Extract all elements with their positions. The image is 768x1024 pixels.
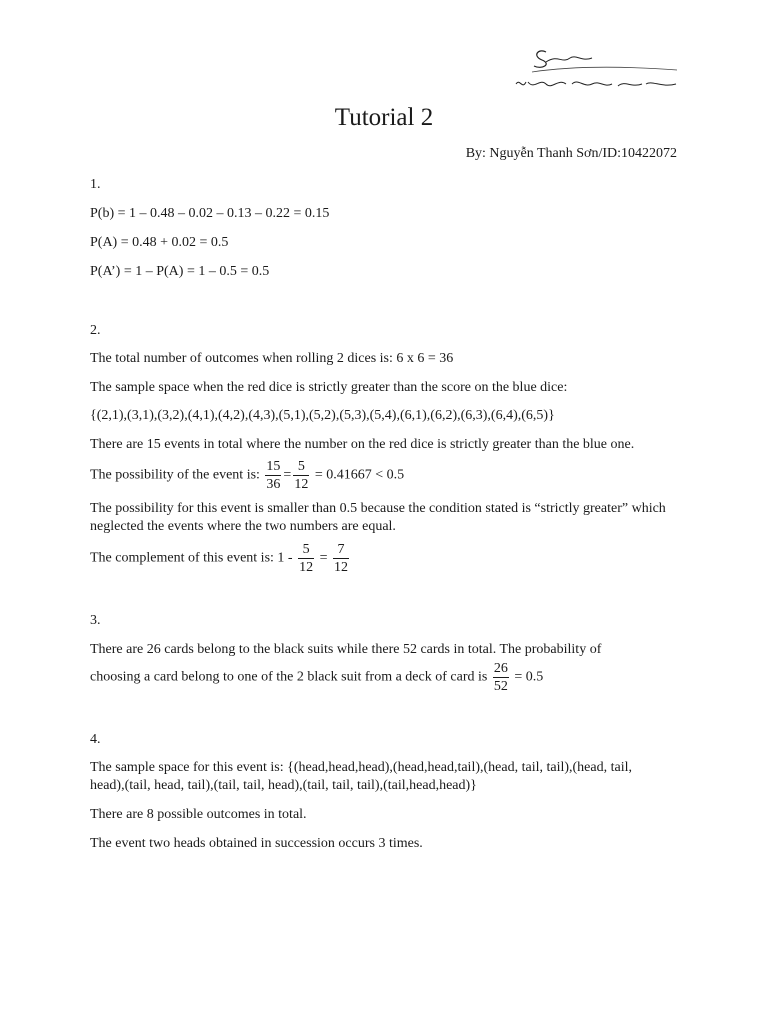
fraction-numerator: 7	[333, 542, 349, 559]
equals-sign: =	[319, 550, 328, 566]
question-number: 3.	[90, 613, 101, 628]
fraction-numerator: 15	[266, 459, 281, 474]
complement-prefix: The complement of this event is: 1 -	[90, 550, 293, 566]
fraction-denominator: 12	[299, 560, 314, 575]
question-4	[90, 731, 690, 853]
fraction-denominator: 12	[333, 560, 348, 575]
text-line: head),(tail, head, tail),(tail, tail, head),(tail, tail, tail),(tail,head,head)}	[90, 778, 477, 793]
explanation-paragraph: The possibility for this event is smaller than 0.5 because the condition stated is “strictly greater” which neglected the events where the two numbers are equal.	[90, 501, 666, 534]
text-line: There are 8 possible outcomes in total.	[90, 807, 307, 822]
document-body	[90, 176, 690, 853]
text-line: The sample space for this event is: {(head,head,head),(head,head,tail),(head, tail, tail),(head, tail,	[90, 760, 632, 775]
handwritten-signature	[512, 44, 682, 106]
possibility-line	[90, 459, 690, 492]
fraction-denominator: 52	[493, 679, 508, 694]
fraction	[265, 459, 281, 492]
sample-space-line: {(2,1),(3,1),(3,2),(4,1),(4,2),(4,3),(5,1),(5,2),(5,3),(5,4),(6,1),(6,2),(6,3),(6,4),(6,5)}	[90, 408, 555, 423]
equation-line: P(A) = 0.48 + 0.02 = 0.5	[90, 235, 229, 250]
question-2	[90, 322, 690, 575]
fraction	[333, 542, 349, 575]
equation-line: P(b) = 1 – 0.48 – 0.02 – 0.13 – 0.22 = 0.15	[90, 206, 330, 221]
question-1	[90, 176, 690, 281]
question-3	[90, 612, 690, 694]
probability-prefix: choosing a card belong to one of the 2 black suit from a deck of card is	[90, 669, 488, 685]
probability-suffix: = 0.5	[514, 669, 544, 685]
probability-line	[90, 661, 690, 694]
text-line: The event two heads obtained in succession occurs 3 times.	[90, 836, 423, 851]
fraction	[493, 661, 509, 694]
text-line: The total number of outcomes when rolling 2 dices is: 6 x 6 = 36	[90, 351, 454, 366]
text-line: There are 26 cards belong to the black suits while there 52 cards in total. The probability of	[90, 642, 602, 657]
fraction-denominator: 12	[294, 477, 309, 492]
possibility-prefix: The possibility of the event is:	[90, 467, 260, 483]
equation-line: P(A’) = 1 – P(A) = 1 – 0.5 = 0.5	[90, 264, 270, 279]
question-number: 1.	[90, 177, 101, 192]
question-number: 2.	[90, 323, 101, 338]
question-number: 4.	[90, 732, 101, 747]
author-byline: By: Nguyễn Thanh Sơn/ID:10422072	[465, 146, 677, 161]
equals-sign: =	[283, 467, 292, 483]
text-line: The sample space when the red dice is strictly greater than the score on the blue dice:	[90, 380, 568, 395]
page-title: Tutorial 2	[334, 104, 434, 131]
possibility-suffix: = 0.41667 < 0.5	[314, 467, 405, 483]
text-line: There are 15 events in total where the number on the red dice is strictly greater than the blue one.	[90, 437, 635, 452]
fraction-denominator: 36	[266, 477, 281, 492]
fraction-numerator: 5	[298, 542, 314, 559]
complement-line	[90, 542, 690, 575]
fraction-numerator: 26	[493, 661, 508, 676]
fraction-numerator: 5	[293, 459, 309, 476]
fraction	[293, 459, 309, 492]
fraction	[298, 542, 314, 575]
